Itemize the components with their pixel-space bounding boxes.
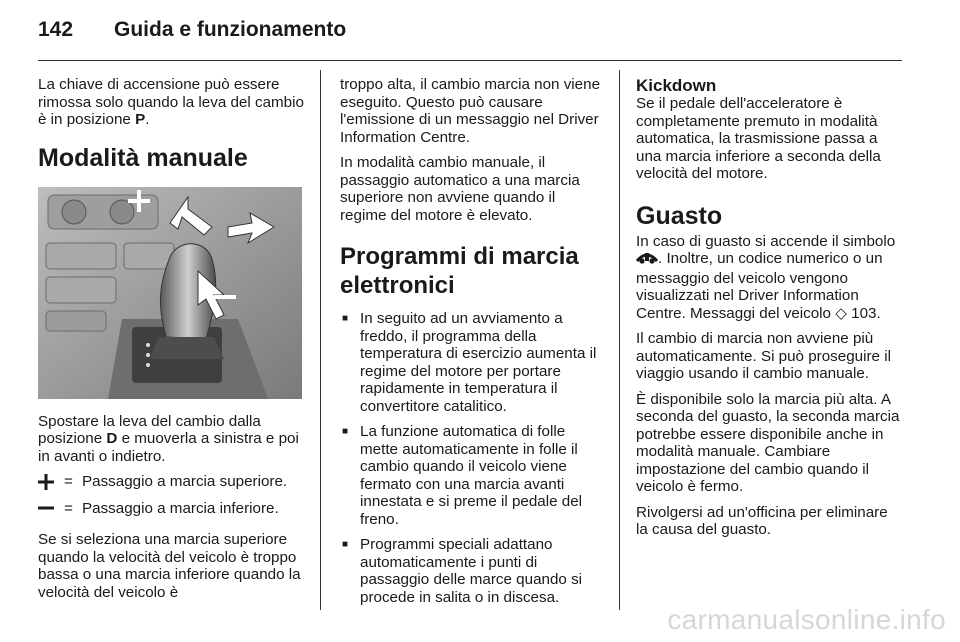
legend-downshift: = Passaggio a marcia inferiore. [38,500,304,518]
list-item: ■ La funzione automatica di folle mette automaticamente in folle il cambio quando il veicolo viene fermato con una marcia avanti innestata e si preme il pedale del freno. [340,423,602,528]
list-item: ■ In seguito ad un avviamento a freddo, il programma della temperatura di esercizio aumenta il regime del motore per portare rapidamente in temperatura il convertitore catalitico. [340,310,602,415]
section-heading-electronic-programs: Programmi di marcia elettronici [340,243,579,299]
page-number: 142 [38,18,74,41]
section-heading-fault: Guasto [636,201,723,230]
section-heading-manual-mode: Modalità manuale [38,143,248,172]
column-divider-2 [619,70,620,610]
kickdown-paragraph: Se il pedale dell'acceleratore è completamente premuto in modalità automatica, la trasmissione passa a una marcia inferiore a seconda della velocità del motore. [636,95,881,182]
electronic-programs-list [340,310,602,606]
watermark: carmanualsonline.info [667,604,946,635]
page-header [38,18,902,48]
shift-instruction-paragraph: Spostare la leva del cambio dalla posizione D e muoverla a sinistra e poi in avanti o indietro. [38,412,299,465]
minus-icon [38,500,64,516]
list-item: ■ Programmi speciali adattano automaticamente i punti di passaggio delle marce quando si procede in salita o in discesa. [340,536,602,606]
column-divider-1 [320,70,321,610]
ignition-key-paragraph: La chiave di accensione può essere rimossa solo quando la leva del cambio è in posizione P. [38,76,304,128]
header-rule [38,60,902,61]
fault-paragraph-4: Rivolgersi ad un'officina per eliminare la causa del guasto. [636,503,888,538]
legend-downshift-text: Passaggio a marcia inferiore. [82,499,279,517]
fault-paragraph-2: Il cambio di marcia non avviene più automaticamente. Si può proseguire il viaggio usando il cambio manuale. [636,330,891,382]
transmission-fault-icon [636,251,658,270]
fault-paragraph-3: È disponibile solo la marcia più alta. A seconda del guasto, la seconda marcia potrebbe essere disponibile anche in modalità manuale. Cambiare impostazione del cambio quando il veicolo è fermo. [636,390,900,495]
manual-mode-paragraph: In modalità cambio manuale, il passaggio automatico a una marcia superiore non avviene quando il regime del motore è elevato. [340,154,580,224]
page-reference-link[interactable]: 103 [851,304,877,322]
page-title: Guida e funzionamento [114,18,347,41]
speed-limit-paragraph: Se si seleziona una marcia superiore quando la velocità del veicolo è troppo bassa o una marcia inferiore quando la velocità del veicolo è [38,531,301,601]
gear-lever-photo [38,187,302,399]
subheading-kickdown: Kickdown [636,76,717,95]
legend-upshift: = Passaggio a marcia superiore. [38,473,304,491]
column-2 [340,76,602,614]
column-1 [38,76,304,609]
page-reference-icon: ◇ [835,304,852,322]
continued-paragraph: troppo alta, il cambio marcia non viene eseguito. Questo può causare l'emissione di un messaggio nel Driver Information Centre. [340,76,601,146]
plus-icon [38,474,64,490]
fault-paragraph: In caso di guasto si accende il simbolo . Inoltre, un codice numerico o un messaggio del veicolo vengono visualizzati nel Driver Information Centre. Messaggi del veicolo ◇ 103. [636,232,896,322]
gear-lever-illustration [38,187,302,399]
column-3 [636,76,902,547]
legend-upshift-text: Passaggio a marcia superiore. [82,473,288,490]
